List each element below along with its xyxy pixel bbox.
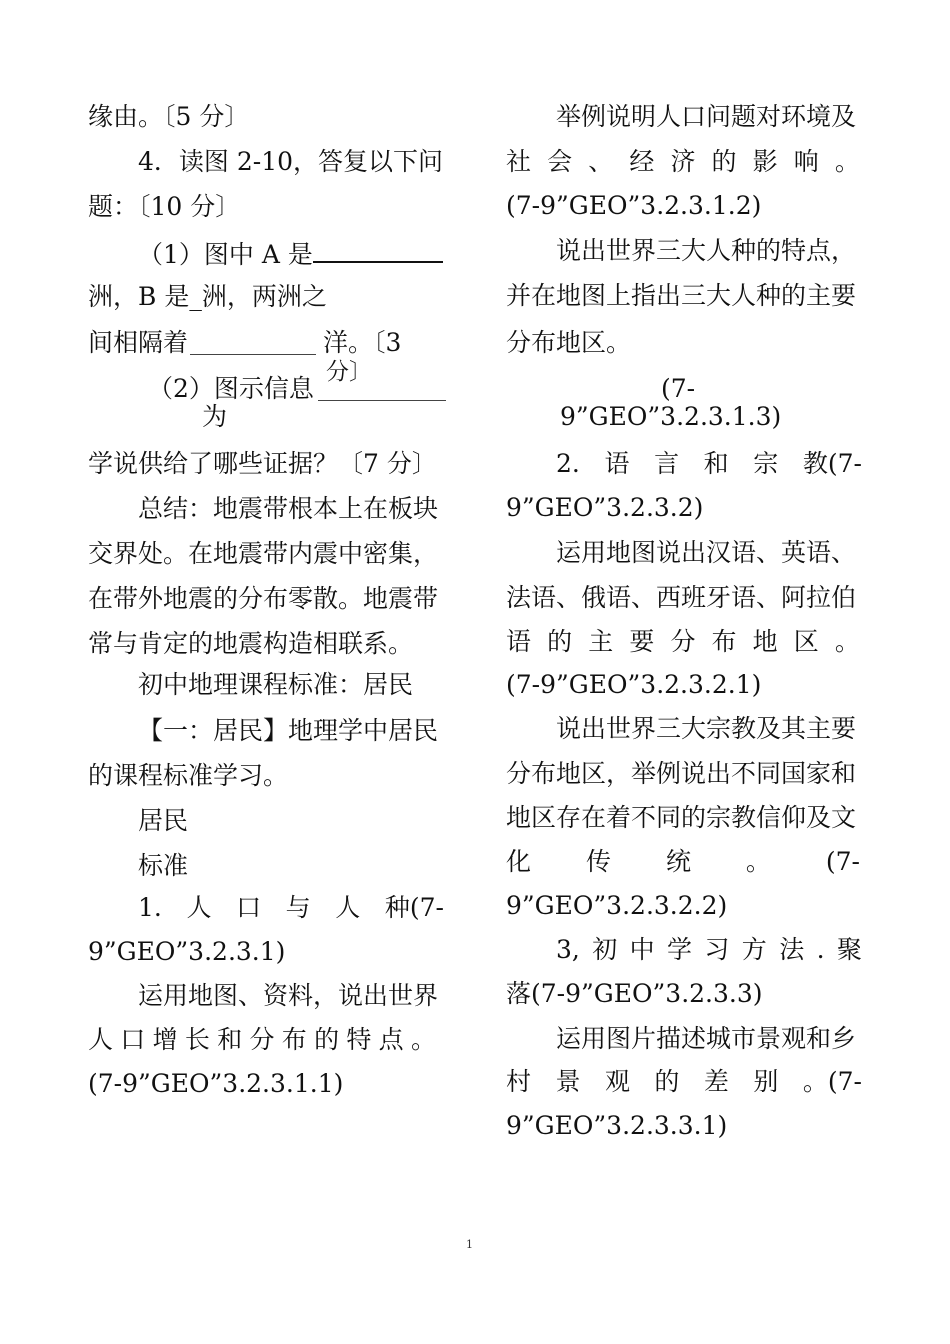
- sub-question-1-text: （1）图中 A 是: [138, 240, 313, 269]
- sub-question-2-continued: 学说供给了哪些证据？〔7 分〕: [88, 449, 437, 478]
- answer-blank-a[interactable]: [313, 237, 443, 263]
- text-token: 分: [670, 627, 696, 656]
- text-token: 增: [152, 1025, 178, 1054]
- text-token: 布: [281, 1025, 307, 1054]
- page-number: 1: [466, 1238, 473, 1251]
- text-token: 别: [753, 1067, 779, 1096]
- text-token: 的: [711, 147, 737, 176]
- standard-1-1-text-1: 运用地图、资料，说出世界: [138, 981, 439, 1010]
- text-token: 口: [120, 1025, 146, 1054]
- standard-2-1-text-1: 运用地图说出汉语、英语、: [556, 538, 857, 567]
- standard-2-1-text-3: [506, 627, 860, 657]
- text-token: 差: [703, 1067, 729, 1096]
- sub-question-2-wrap: 为: [202, 402, 228, 431]
- heading-residents: 居民: [138, 806, 189, 835]
- standard-1-token: 人: [335, 893, 361, 922]
- standard-2-token: 语: [604, 449, 630, 478]
- standard-2-2-text-4: [506, 847, 860, 877]
- standard-3-token: .: [816, 935, 825, 964]
- standard-3-token: 方: [741, 935, 767, 964]
- standard-1-2-text-2: [506, 147, 860, 177]
- section-title: 初中地理课程标准：居民: [138, 670, 414, 699]
- standard-1-heading: [138, 893, 444, 923]
- section-intro-1: 【一：居民】地理学中居民: [138, 716, 439, 745]
- text-token: 化: [506, 847, 532, 876]
- text-token: 的: [314, 1025, 340, 1054]
- ocean-question-prefix: 间相隔着: [88, 328, 189, 357]
- standard-3-1-code: 9”GEO”3.2.3.3.1): [506, 1111, 728, 1140]
- standard-3-token: 中: [629, 935, 655, 964]
- text-token: 布: [711, 627, 737, 656]
- standard-1-3-code-2: 9”GEO”3.2.3.1.3): [560, 402, 782, 431]
- text-token: 的: [654, 1067, 680, 1096]
- text-token: 。: [410, 1025, 436, 1054]
- text-token: 。: [745, 847, 771, 876]
- text-token: 要: [629, 627, 655, 656]
- standard-1-token: 1.: [138, 893, 162, 922]
- standard-1-token: 口: [236, 893, 262, 922]
- left-line-1: 缘由。〔5 分〕: [88, 102, 250, 131]
- standard-2-token: 宗: [753, 449, 779, 478]
- summary-line-1: 总结：地震带根本上在板块: [138, 494, 439, 523]
- text-token: 的: [547, 627, 573, 656]
- standard-3-token: 聚: [836, 935, 862, 964]
- text-token: 响: [793, 147, 819, 176]
- summary-line-4: 常与肯定的地震构造相联系。: [88, 629, 414, 658]
- standard-3-token: 3,: [556, 935, 580, 964]
- text-token: 。(7-: [802, 1067, 862, 1096]
- summary-line-2: 交界处。在地震带内震中密集，: [88, 539, 439, 568]
- standard-3-token: 初: [592, 935, 618, 964]
- standard-2-2-text-2: 分布地区，举例说出不同国家和: [506, 759, 857, 788]
- text-token: 会: [547, 147, 573, 176]
- text-token: 济: [670, 147, 696, 176]
- question-4-heading: 4．读图 2-10，答复以下问: [138, 147, 444, 176]
- standard-2-2-text-3: 地区存在着不同的宗教信仰及文: [506, 803, 857, 832]
- standard-1-2-code: (7-9”GEO”3.2.3.1.2): [506, 191, 762, 220]
- standard-3-token: 习: [704, 935, 730, 964]
- summary-line-3: 在带外地震的分布零散。地震带: [88, 584, 439, 613]
- answer-blank-ocean[interactable]: [190, 330, 316, 355]
- text-token: 。: [834, 147, 860, 176]
- standard-3-heading-1: [556, 935, 862, 965]
- question-4-score: 题：〔10 分〕: [88, 192, 241, 221]
- standard-1-token: 与: [285, 893, 311, 922]
- text-token: 经: [629, 147, 655, 176]
- text-token: 统: [665, 847, 691, 876]
- text-token: 传: [585, 847, 611, 876]
- sub-question-2: （2）图示信息: [148, 374, 314, 403]
- standard-1-3-text-3: 分布地区。: [506, 328, 632, 357]
- standard-1-token: 种(7-: [384, 893, 444, 922]
- standard-2-token: 2.: [556, 449, 580, 478]
- text-token: 主: [588, 627, 614, 656]
- standard-1-1-code: (7-9”GEO”3.2.3.1.1): [88, 1069, 344, 1098]
- text-token: 和: [217, 1025, 243, 1054]
- text-token: 区: [793, 627, 819, 656]
- text-token: 、: [588, 147, 614, 176]
- text-token: 分: [249, 1025, 275, 1054]
- text-token: 地: [752, 627, 778, 656]
- standard-1-3-text-2: 并在地图上指出三大人种的主要: [506, 281, 857, 310]
- standard-3-1-text-1: 运用图片描述城市景观和乡: [556, 1024, 857, 1053]
- ocean-question-suffix: 洋。〔3: [323, 328, 402, 357]
- text-token: 长: [184, 1025, 210, 1054]
- standard-2-2-code: 9”GEO”3.2.3.2.2): [506, 891, 728, 920]
- standard-3-1-text-2: [506, 1067, 862, 1097]
- standard-2-token: 和: [703, 449, 729, 478]
- text-token: 景: [555, 1067, 581, 1096]
- standard-2-1-text-2: 法语、俄语、西班牙语、阿拉伯: [506, 583, 857, 612]
- standard-1-1-text-2: [88, 1025, 436, 1055]
- standard-1-code: 9”GEO”3.2.3.1): [88, 937, 286, 966]
- ocean-question-line: [88, 328, 188, 358]
- text-token: 观: [604, 1067, 630, 1096]
- text-token: 点: [378, 1025, 404, 1054]
- ocean-question-score: 分〕: [326, 359, 372, 385]
- text-token: 语: [506, 627, 532, 656]
- text-token: 特: [346, 1025, 372, 1054]
- text-token: 影: [752, 147, 778, 176]
- standard-1-3-text-1: 说出世界三大人种的特点，: [556, 236, 857, 265]
- standard-3-token: 学: [667, 935, 693, 964]
- standard-2-1-code: (7-9”GEO”3.2.3.2.1): [506, 670, 762, 699]
- standard-2-code: 9”GEO”3.2.3.2): [506, 493, 704, 522]
- sub-question-1: [138, 237, 443, 267]
- text-token: (7-: [825, 847, 860, 876]
- section-intro-2: 的课程标准学习。: [88, 761, 289, 790]
- standard-2-2-text-1: 说出世界三大宗教及其主要: [556, 714, 857, 743]
- standard-2-token: 言: [654, 449, 680, 478]
- standard-3-heading-2: 落(7-9”GEO”3.2.3.3): [506, 979, 763, 1008]
- heading-standards: 标准: [138, 851, 189, 880]
- text-token: 村: [506, 1067, 532, 1096]
- text-token: 人: [88, 1025, 114, 1054]
- answer-blank-info[interactable]: [318, 376, 446, 401]
- sub-question-1-continued: 洲，B 是_洲，两洲之: [88, 282, 327, 311]
- standard-1-3-code-1: (7-: [661, 374, 696, 403]
- standard-2-heading: [556, 449, 862, 479]
- text-token: 。: [834, 627, 860, 656]
- text-token: 社: [506, 147, 532, 176]
- standard-1-token: 人: [186, 893, 212, 922]
- standard-3-token: 法: [779, 935, 805, 964]
- standard-1-2-text-1: 举例说明人口问题对环境及: [556, 102, 857, 131]
- standard-2-token: 教(7-: [802, 449, 862, 478]
